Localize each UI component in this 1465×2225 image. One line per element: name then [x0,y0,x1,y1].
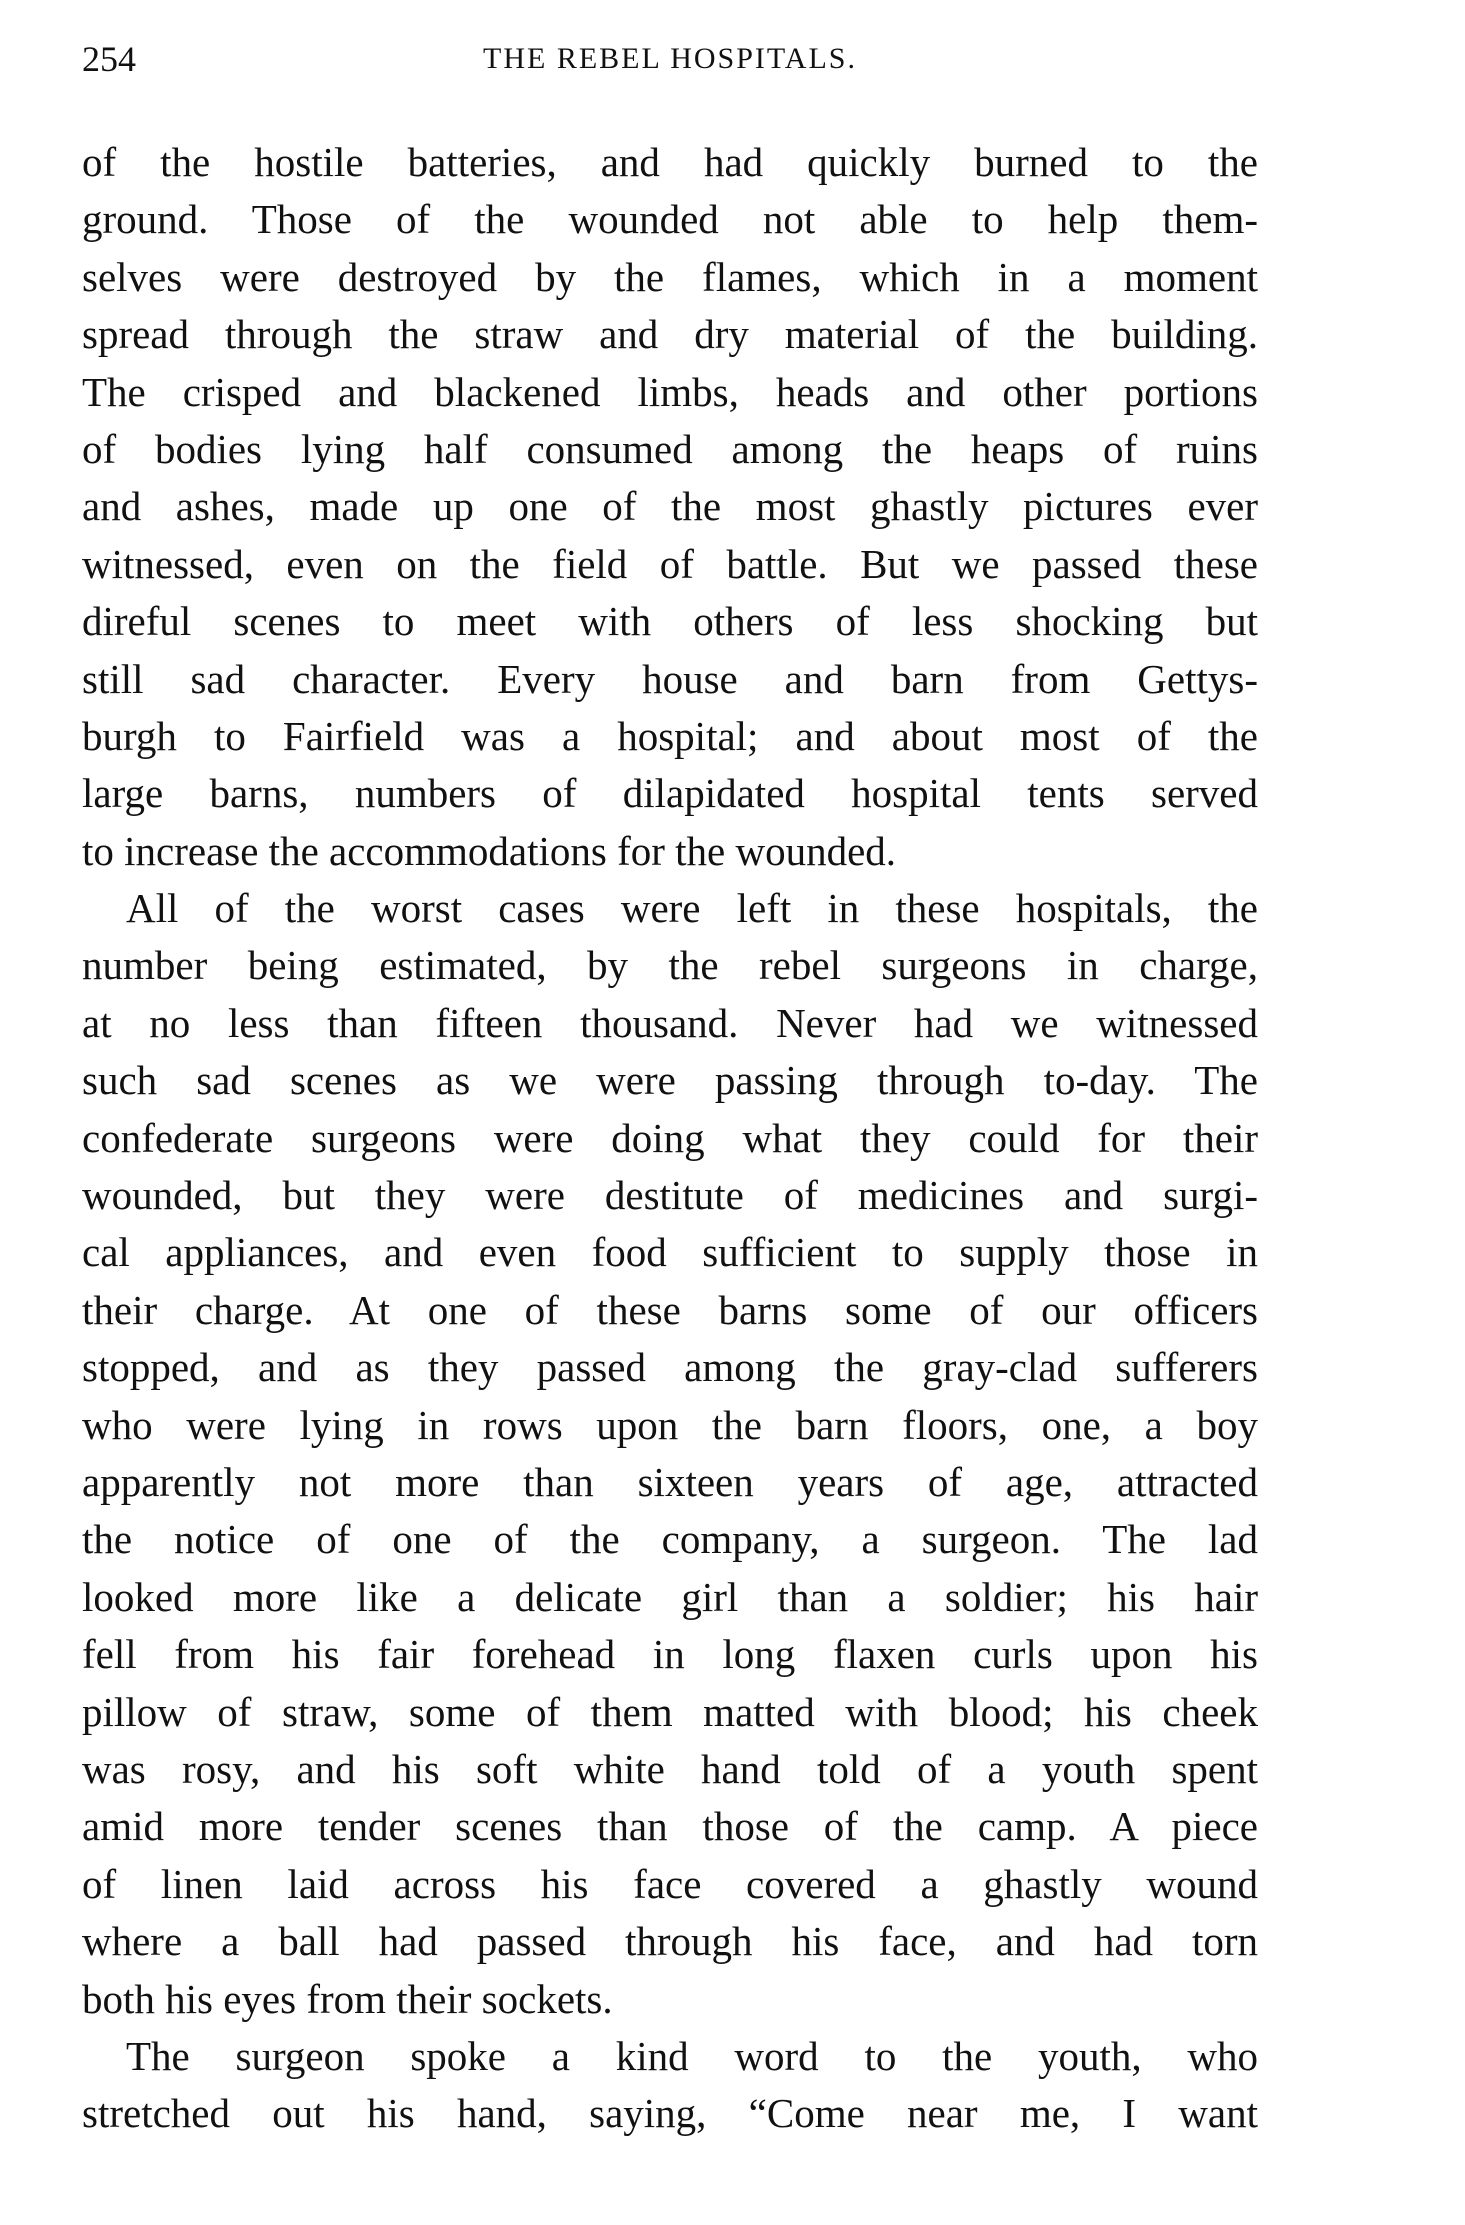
text-line: both his eyes from their sockets. [82,1975,613,2022]
text-line: looked more like a delicate girl than a soldier; his hair [82,1573,1258,1620]
text-line: apparently not more than sixteen years of age, attracted [82,1458,1258,1505]
text-line: fell from his fair forehead in long flaxen curls upon his [82,1631,1258,1678]
text-line: of bodies lying half consumed among the heaps of ruins [82,425,1258,472]
text-line: of linen laid across his face covered a ghastly wound [82,1860,1258,1907]
text-line: wounded, but they were destitute of medicines and surgi- [82,1172,1258,1219]
text-line: ground. Those of the wounded not able to help them- [82,196,1258,243]
text-line: direful scenes to meet with others of less shocking but [82,598,1258,645]
text-line: large barns, numbers of dilapidated hospital tents served [82,770,1258,817]
running-title: THE REBEL HOSPITALS. [483,42,857,75]
text-line: The crisped and blackened limbs, heads and other portions [82,368,1258,415]
text-line: spread through the straw and dry material of the building. [82,311,1258,358]
text-line: such sad scenes as we were passing through to-day. The [82,1057,1258,1104]
paragraph [82,880,1258,2028]
text-line: number being estimated, by the rebel surgeons in charge, [82,942,1258,989]
text-line: at no less than fifteen thousand. Never had we witnessed [82,999,1258,1046]
text-line: who were lying in rows upon the barn floors, one, a boy [82,1401,1258,1448]
text-line: to increase the accommodations for the wounded. [82,827,897,874]
text-line: stretched out his hand, saying, “Come near me, I want [82,2090,1258,2137]
paragraph [82,134,1258,880]
page-body [82,134,1258,2143]
text-line: cal appliances, and even food sufficient to supply those in [82,1229,1258,1276]
text-line: of the hostile batteries, and had quickly burned to the [82,139,1258,185]
text-line: All of the worst cases were left in these hospitals, the [126,885,1258,932]
text-line: selves were destroyed by the flames, which in a moment [82,253,1258,300]
text-line: was rosy, and his soft white hand told of a youth spent [82,1745,1258,1792]
text-line: confederate surgeons were doing what they could for their [82,1114,1258,1161]
text-line: witnessed, even on the field of battle. But we passed these [82,540,1258,587]
text-line: stopped, and as they passed among the gray-clad sufferers [82,1344,1258,1391]
text-line: still sad character. Every house and barn from Gettys- [82,655,1258,702]
text-line: The surgeon spoke a kind word to the youth, who [126,2032,1258,2079]
text-line: burgh to Fairfield was a hospital; and about most of the [82,712,1258,759]
text-line: and ashes, made up one of the most ghastly pictures ever [82,483,1258,530]
text-line: amid more tender scenes than those of the camp. A piece [82,1803,1258,1850]
page-number: 254 [82,39,136,79]
paragraph [82,2028,1258,2143]
text-line: the notice of one of the company, a surgeon. The lad [82,1516,1258,1563]
text-line: where a ball had passed through his face, and had torn [82,1918,1258,1965]
page-header [82,38,1258,88]
text-line: pillow of straw, some of them matted with blood; his cheek [82,1688,1258,1735]
text-line: their charge. At one of these barns some of our officers [82,1286,1258,1333]
